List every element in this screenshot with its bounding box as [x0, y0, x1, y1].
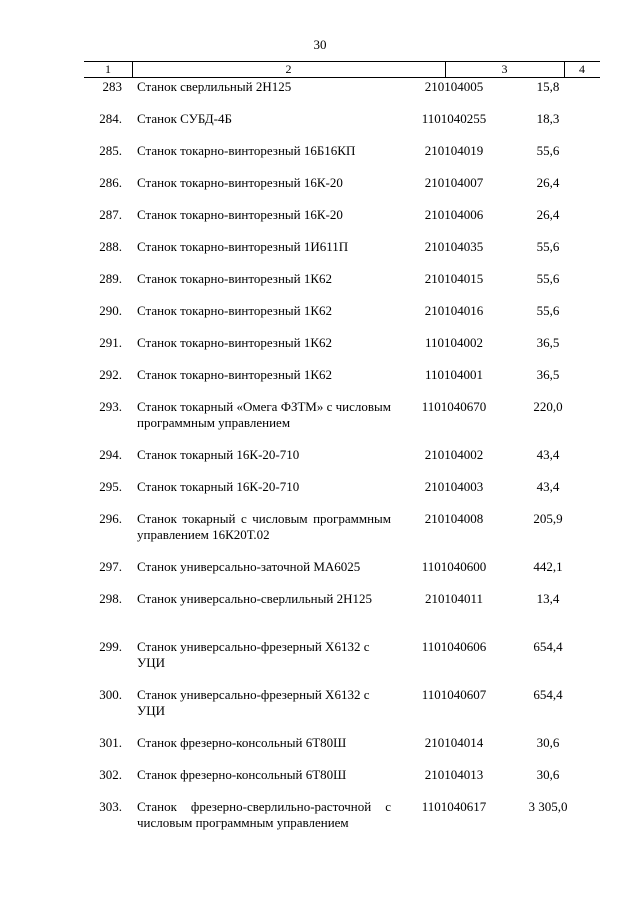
row-value: 3 305,0	[528, 799, 568, 814]
row-value: 18,3	[536, 111, 560, 126]
row-name: Станок токарный с числовым программным управлением 16К20Т.02	[137, 511, 391, 542]
row-code: 210104003	[424, 479, 484, 494]
row-value: 220,0	[533, 399, 563, 414]
row-number: 289.	[99, 271, 122, 286]
row-code: 210104005	[424, 79, 484, 94]
row-code: 1101040606	[421, 639, 487, 654]
row-value: 30,6	[536, 767, 560, 782]
row-number: 295.	[99, 479, 122, 494]
row-number: 284.	[99, 111, 122, 126]
row-value: 55,6	[536, 303, 560, 318]
row-name: Станок универсально-фрезерный Х6132 с УЦИ	[137, 687, 370, 718]
row-name: Станок токарно-винторезный 1К62	[137, 271, 333, 286]
row-name: Станок токарно-винторезный 1К62	[137, 367, 333, 382]
row-number: 286.	[99, 175, 122, 190]
row-code: 210104011	[424, 591, 484, 606]
row-value: 43,4	[536, 447, 560, 462]
row-number: 293.	[99, 399, 122, 414]
row-code: 110104001	[424, 367, 484, 382]
row-code: 110104002	[424, 335, 484, 350]
row-value: 55,6	[536, 239, 560, 254]
row-number: 287.	[99, 207, 122, 222]
page-number: 30	[313, 37, 327, 52]
row-name: Станок токарно-винторезный 1К62	[137, 335, 333, 350]
row-name: Станок сверлильный 2Н125	[137, 79, 292, 94]
row-value: 55,6	[536, 271, 560, 286]
column-header-4: 4	[579, 62, 585, 76]
row-value: 13,4	[536, 591, 560, 606]
row-name: Станок универсально-сверлильный 2Н125	[137, 591, 372, 606]
row-value: 442,1	[533, 559, 563, 574]
row-value: 26,4	[536, 175, 560, 190]
row-value: 654,4	[533, 639, 563, 654]
row-number: 301.	[99, 735, 122, 750]
row-name: Станок универсально-заточной МА6025	[137, 559, 361, 574]
row-number: 299.	[99, 639, 122, 654]
row-code: 1101040617	[421, 799, 487, 814]
row-name: Станок универсально-фрезерный Х6132 с УЦИ	[137, 639, 370, 670]
column-header-2: 2	[285, 62, 292, 76]
row-value: 26,4	[536, 207, 560, 222]
row-name: Станок токарно-винторезный 16Б16КП	[137, 143, 356, 158]
row-number: 285.	[99, 143, 122, 158]
row-code: 210104019	[424, 143, 484, 158]
row-number: 290.	[99, 303, 122, 318]
row-name: Станок токарно-винторезный 16К-20	[137, 207, 343, 222]
row-number: 302.	[99, 767, 122, 782]
row-number: 296.	[99, 511, 122, 526]
row-code: 210104016	[424, 303, 484, 318]
row-name: Станок токарно-винторезный 1И611П	[137, 239, 349, 254]
row-value: 205,9	[533, 511, 563, 526]
row-value: 36,5	[536, 367, 560, 382]
row-value: 30,6	[536, 735, 560, 750]
row-number: 294.	[99, 447, 122, 462]
row-number: 292.	[99, 367, 122, 382]
row-code: 210104014	[424, 735, 484, 750]
row-number: 283	[102, 79, 122, 94]
row-code: 210104013	[424, 767, 484, 782]
row-number: 288.	[99, 239, 122, 254]
table-header	[84, 61, 600, 78]
row-number: 297.	[99, 559, 122, 574]
row-code: 210104008	[424, 511, 484, 526]
row-code: 1101040255	[421, 111, 487, 126]
row-name: Станок фрезерно-консольный 6Т80Ш	[137, 767, 347, 782]
row-value: 654,4	[533, 687, 563, 702]
column-header-3: 3	[501, 62, 508, 76]
row-name: Станок токарный «Омега ФЗТМ» с числовым программным управлением	[137, 399, 391, 430]
row-code: 1101040600	[421, 559, 487, 574]
row-code: 210104035	[424, 239, 484, 254]
row-name: Станок фрезерно-сверлильно-расточной с числовым программным управлением	[137, 799, 391, 830]
row-value: 15,8	[536, 79, 560, 94]
row-name: Станок токарный 16К-20-710	[137, 479, 300, 494]
row-name: Станок фрезерно-консольный 6Т80Ш	[137, 735, 347, 750]
row-name: Станок токарный 16К-20-710	[137, 447, 300, 462]
row-value: 55,6	[536, 143, 560, 158]
row-value: 43,4	[536, 479, 560, 494]
row-name: Станок токарно-винторезный 16К-20	[137, 175, 343, 190]
row-number: 298.	[99, 591, 122, 606]
row-number: 300.	[99, 687, 122, 702]
row-name: Станок СУБД-4Б	[137, 111, 232, 126]
row-number: 303.	[99, 799, 122, 814]
row-code: 210104006	[424, 207, 484, 222]
row-number: 291.	[99, 335, 122, 350]
row-code: 210104007	[424, 175, 484, 190]
row-code: 210104002	[424, 447, 484, 462]
row-code: 1101040670	[421, 399, 487, 414]
row-value: 36,5	[536, 335, 560, 350]
row-code: 1101040607	[421, 687, 487, 702]
column-header-1: 1	[105, 62, 111, 76]
row-code: 210104015	[424, 271, 484, 286]
row-name: Станок токарно-винторезный 1К62	[137, 303, 333, 318]
